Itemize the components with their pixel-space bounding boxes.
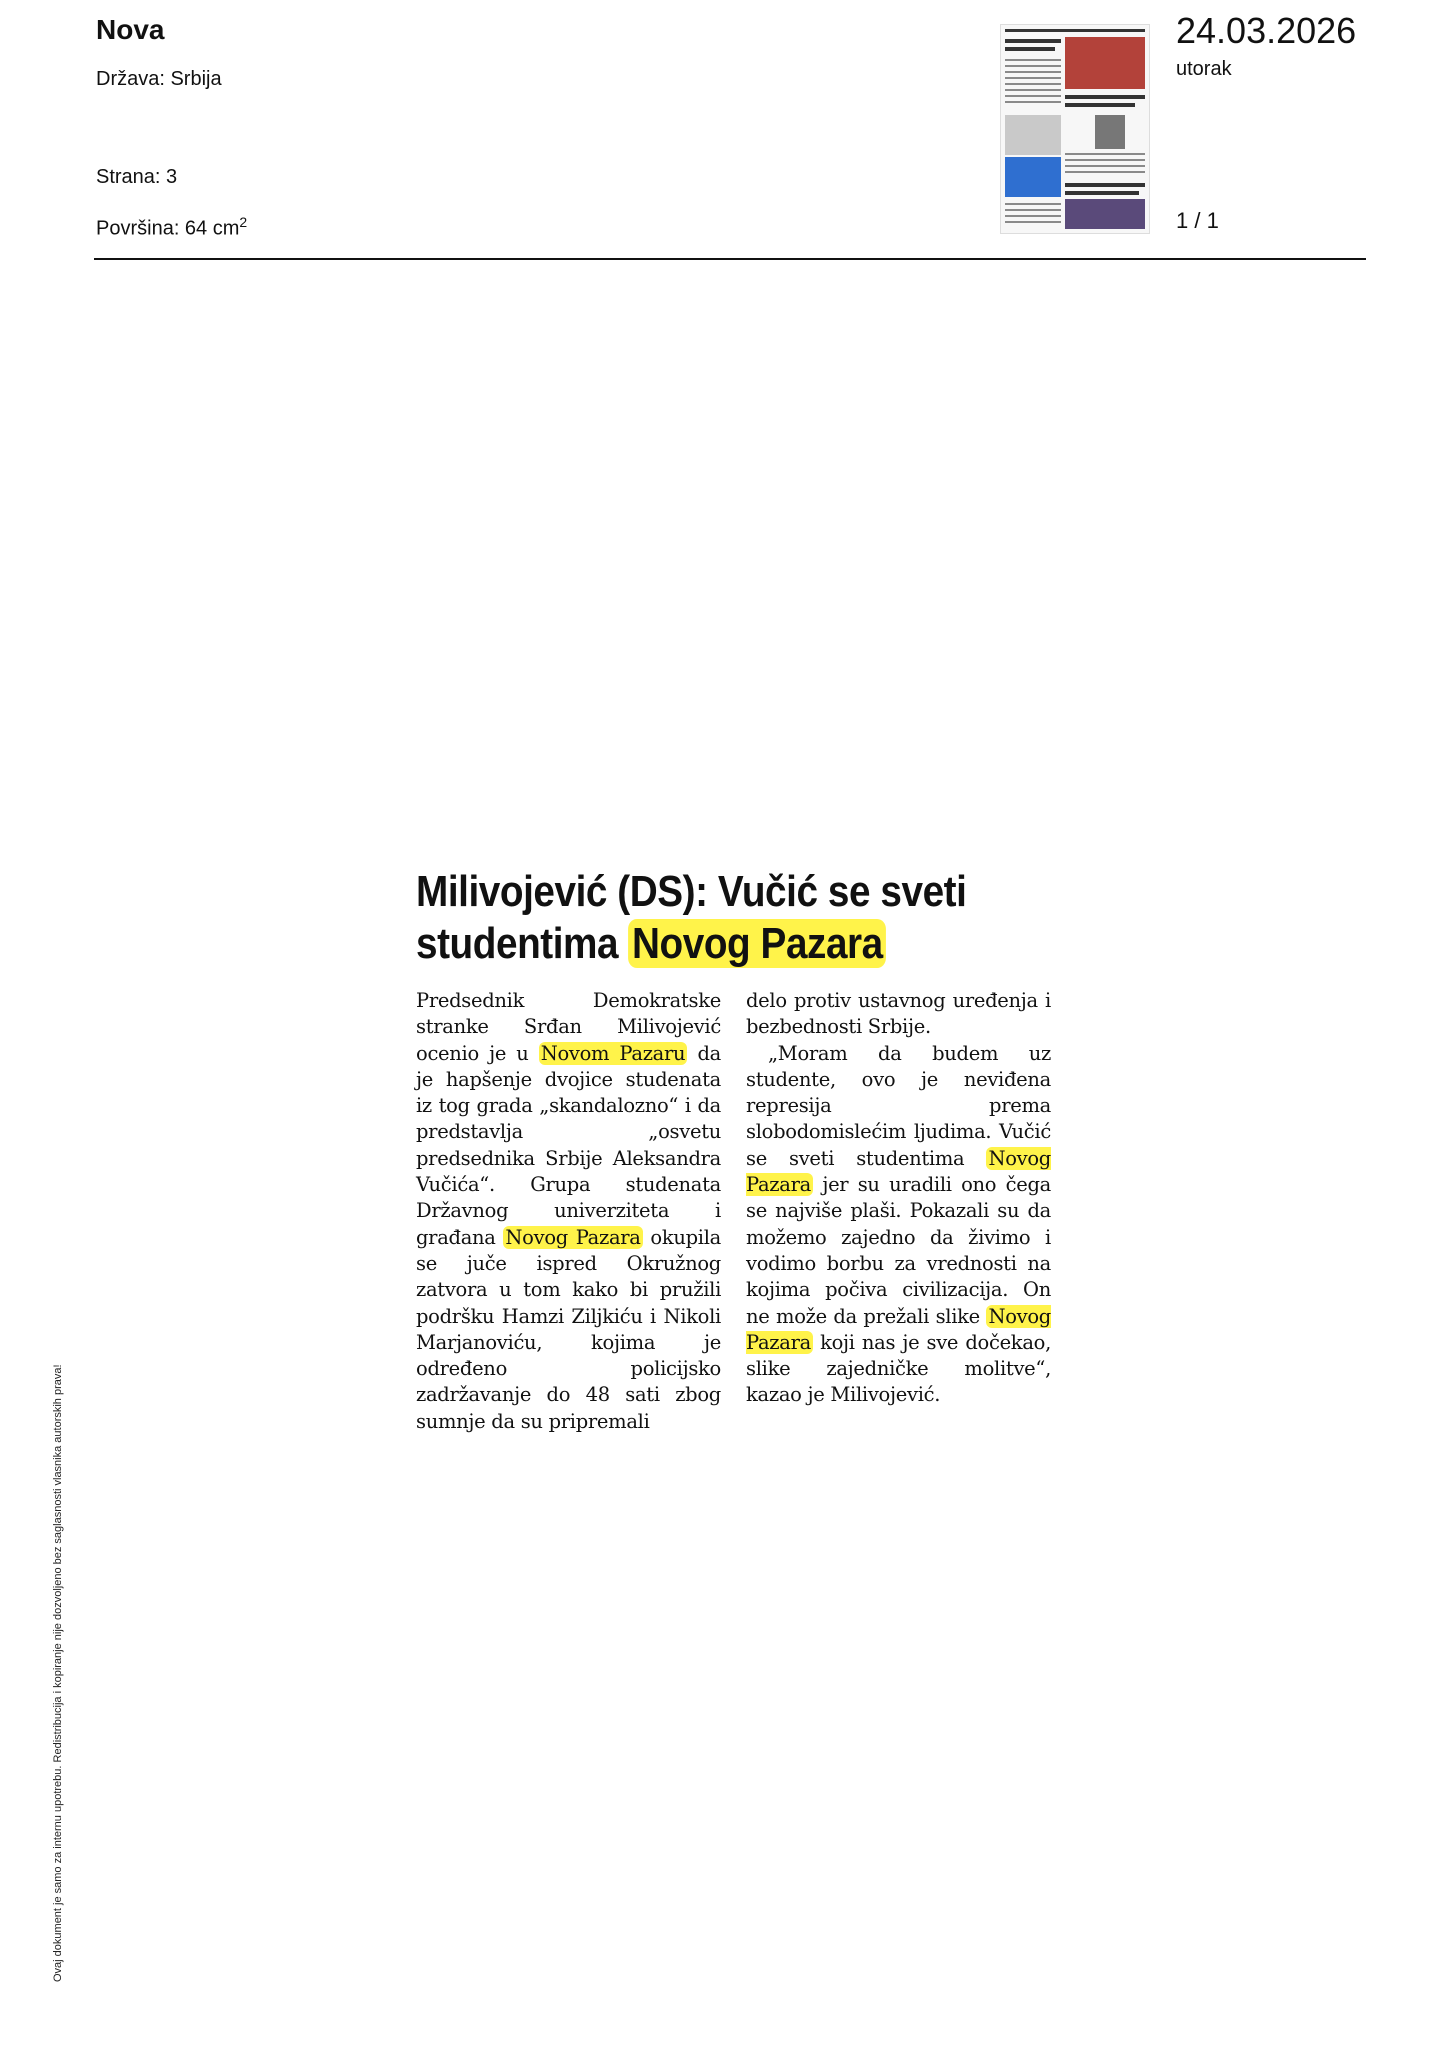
thumb-photo-top	[1065, 37, 1145, 89]
thumb-text-line	[1005, 95, 1061, 97]
thumb-text-line	[1005, 221, 1061, 223]
thumb-text-line	[1005, 83, 1061, 85]
thumb-headline-left	[1005, 39, 1061, 43]
highlighted-term: Novom Pazaru	[540, 1041, 686, 1065]
thumb-text-line	[1005, 59, 1061, 61]
copyright-note: Ovaj dokument je samo za internu upotrebu. Redistribucija i kopiranje nije dozvoljeno bez saglasnosti vlasnika autorskih prava!	[52, 1364, 64, 1982]
highlighted-term: Novog Pazara	[746, 1146, 1051, 1197]
thumb-text-line	[1005, 77, 1061, 79]
thumb-text-line	[1005, 101, 1061, 103]
article-paragraph	[746, 1041, 1051, 1409]
article-text: Predsednik Demokratske stranke Srđan Milivojević ocenio je u	[416, 989, 721, 1065]
thumb-text-line	[1005, 89, 1061, 91]
thumb-headline-bottom	[1065, 183, 1145, 187]
thumb-text-line	[1005, 215, 1061, 217]
header-divider	[94, 258, 1366, 260]
thumb-text-line	[1065, 165, 1145, 167]
thumb-headline-right	[1065, 95, 1145, 99]
area-label	[96, 214, 247, 241]
thumb-headline-left-2	[1005, 47, 1055, 51]
thumb-headline-right-2	[1065, 103, 1135, 107]
publication-name: Nova	[96, 14, 165, 45]
headline-text: Milivojević (DS): Vučić se sveti studentima	[416, 867, 967, 968]
weekday: utorak	[1176, 58, 1232, 80]
headline-highlight: Novog Pazara	[628, 919, 886, 968]
article-text: „Moram da budem uz studente, ovo je neviđena represija prema slobodomislećim ljudima. Vučić se sveti studentima	[746, 1041, 1051, 1170]
article-text: da je hapšenje dvojice studenata iz tog grada „skandalozno“ i da predstavlja „osvetu predsednika Srbije Aleksandra Vučića“. Grupa studenata Državnog univerziteta i građana	[416, 1041, 721, 1249]
thumb-text-line	[1065, 153, 1145, 155]
highlighted-term: Novog Pazara	[505, 1225, 641, 1249]
article-text: jer su uradili ono čega se najviše plaši. Pokazali su da možemo zajedno da živimo i vodimo borbu za vrednosti na kojima počiva civilizacija. On ne može da prežali slike	[746, 1173, 1051, 1328]
thumb-headline-bottom-2	[1065, 191, 1139, 195]
article-paragraph	[416, 988, 721, 1435]
article-text: koji nas je sve dočekao, slike zajedničke molitve“, kazao je Milivojević.	[746, 1330, 1051, 1407]
article-text: okupila se juče ispred Okružnog zatvora u tom kako bi pružili podršku Hamzi Ziljkiću i Nikoli Marjanoviću, kojima je određeno policijsko zadržavanje do 48 sati zbog sumnje da su pripremali	[416, 1225, 722, 1433]
page-counter: 1 / 1	[1176, 208, 1219, 233]
thumb-text-line	[1005, 71, 1061, 73]
thumb-header-line	[1005, 29, 1145, 32]
thumb-photo-van	[1005, 115, 1061, 155]
thumb-text-line	[1005, 203, 1061, 205]
thumb-photo-crowd	[1065, 199, 1145, 229]
article-paragraph: delo protiv ustavnog uređenja i bezbednosti Srbije.	[746, 989, 1051, 1039]
thumb-text-line	[1005, 65, 1061, 67]
highlighted-term: Novog Pazara	[746, 1304, 1051, 1354]
article-headline	[416, 866, 1032, 970]
thumb-photo-blue	[1005, 157, 1061, 197]
page-thumbnail[interactable]	[1000, 24, 1150, 234]
thumb-text-line	[1065, 171, 1145, 173]
article-column-left	[416, 988, 721, 1435]
article-column-right	[746, 988, 1051, 1409]
area-text: Površina: 64 cm	[96, 217, 240, 240]
country-label: Država: Srbija	[96, 68, 222, 90]
thumb-text-line	[1065, 159, 1145, 161]
page-number-label: Strana: 3	[96, 166, 178, 188]
date: 24.03.2026	[1176, 10, 1357, 51]
area-superscript: 2	[239, 214, 248, 230]
thumb-photo-portrait	[1095, 115, 1125, 149]
thumb-text-line	[1005, 209, 1061, 211]
